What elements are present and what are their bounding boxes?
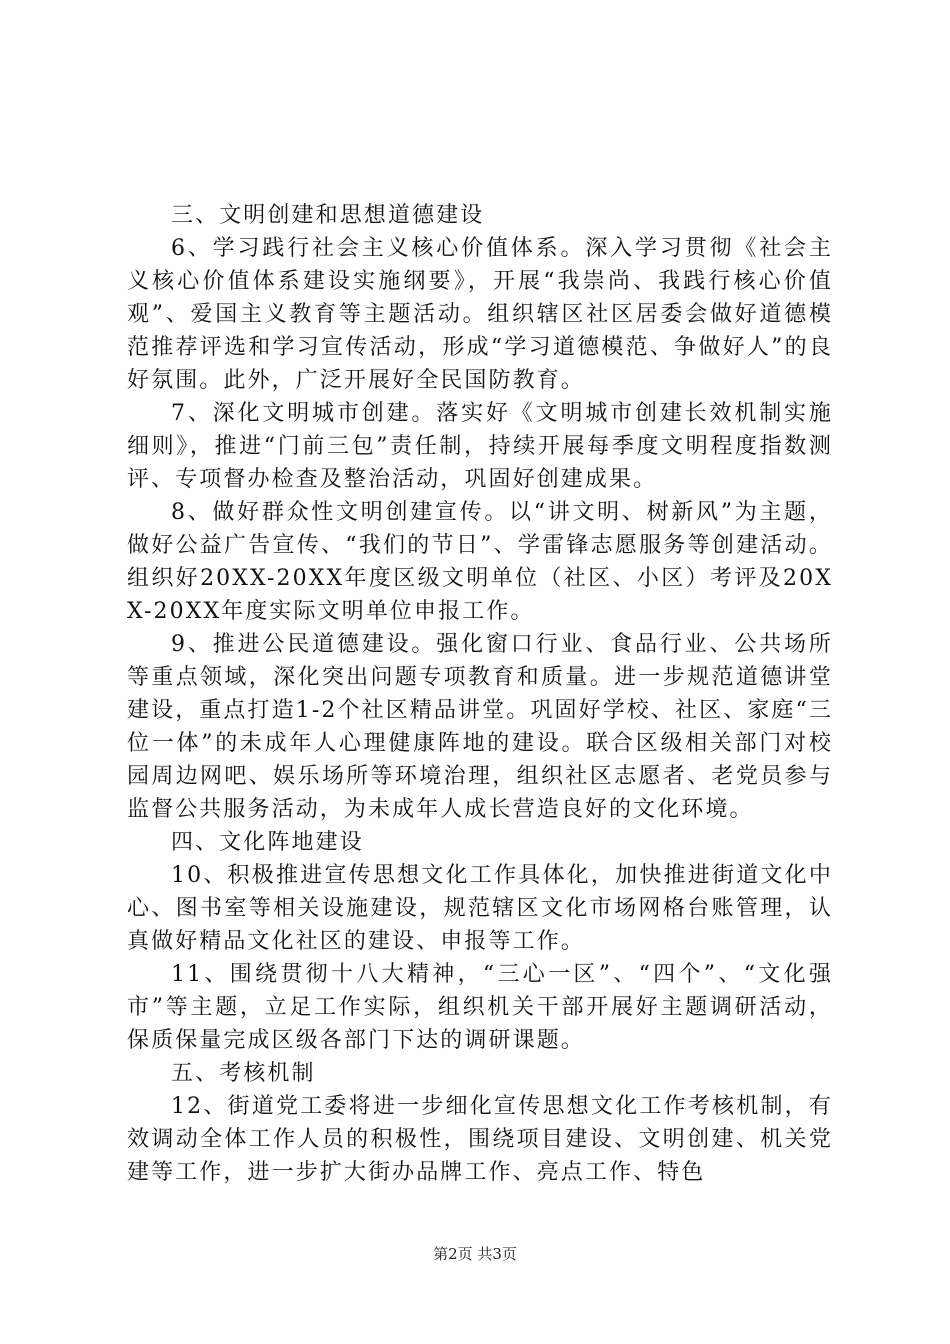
paragraph-12: 12、街道党工委将进一步细化宣传思想文化工作考核机制，有效调动全体工作人员的积极性，围绕项目建设、文明创建、机关党建等工作，进一步扩大街办品牌工作、亮点工作、特色 — [127, 1094, 833, 1185]
paragraph-11: 11、围绕贯彻十八大精神，“三心一区”、“四个”、“文化强市”等主题，立足工作实际，组织机关干部开展好主题调研活动，保质保量完成区级各部门下达的调研课题。 — [127, 962, 833, 1053]
paragraph-9: 9、推进公民道德建设。强化窗口行业、食品行业、公共场所等重点领域，深化突出问题专项教育和质量。进一步规范道德讲堂建设，重点打造1-2个社区精品讲堂。巩固好学校、社区、家庭“三位一体”的未成年人心理健康阵地的建设。联合区级相关部门对校园周边网吧、娱乐场所等环境治理，组织社区志愿者、老党员参与监督公共服务活动，为未成年人成长营造良好的文化环境。 — [127, 632, 833, 822]
paragraph-7: 7、深化文明城市创建。落实好《文明城市创建长效机制实施细则》，推进“门前三包”责任制，持续开展每季度文明程度指数测评、专项督办检查及整治活动，巩固好创建成果。 — [127, 401, 833, 492]
document-body — [127, 199, 833, 1189]
paragraph-10: 10、积极推进宣传思想文化工作具体化，加快推进街道文化中心、图书室等相关设施建设，规范辖区文化市场网格台账管理，认真做好精品文化社区的建设、申报等工作。 — [127, 863, 833, 954]
section-heading-4: 四、文化阵地建设 — [171, 830, 364, 855]
page-number-footer: 第2页 共3页 — [433, 1245, 517, 1263]
paragraph-6: 6、学习践行社会主义核心价值体系。深入学习贯彻《社会主义核心价值体系建设实施纲要》，开展“我崇尚、我践行核心价值观”、爱国主义教育等主题活动。组织辖区社区居委会做好道德模范推荐评选和学习宣传活动，形成“学习道德模范、争做好人”的良好氛围。此外，广泛开展好全民国防教育。 — [127, 236, 833, 393]
paragraph-8: 8、做好群众性文明创建宣传。以“讲文明、树新风”为主题，做好公益广告宣传、“我们的节日”、学雷锋志愿服务等创建活动。组织好20XX-20XX年度区级文明单位（社区、小区）考评及20XX-20XX年度实际文明单位申报工作。 — [127, 500, 833, 624]
section-heading-5: 五、考核机制 — [171, 1061, 316, 1086]
section-heading-3: 三、文明创建和思想道德建设 — [171, 203, 485, 228]
